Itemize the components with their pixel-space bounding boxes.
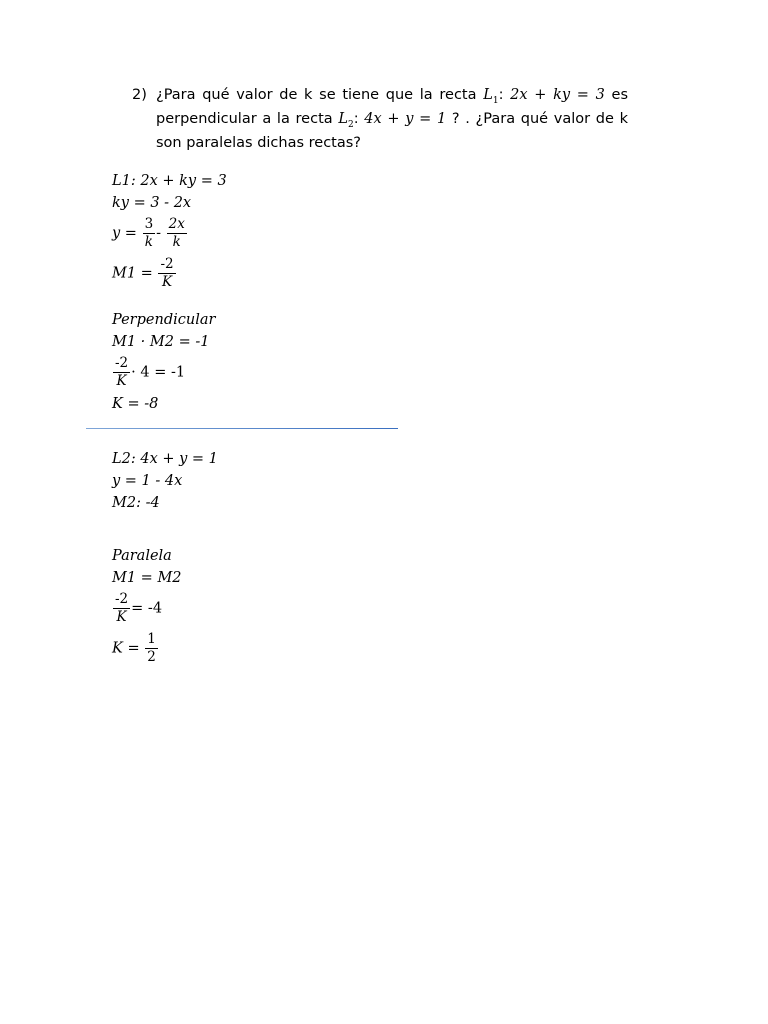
line-l1-var: L — [483, 87, 493, 103]
equation-y-lhs: y = — [112, 225, 137, 242]
equation-m1 — [112, 256, 177, 291]
equation-paralela-rest: = -4 — [131, 600, 163, 617]
paralela-label: Paralela — [112, 548, 172, 564]
fraction-2x-over-k: $\frac{2x}{k}$ — [168, 216, 185, 250]
fraction-one-half: $\frac{1}{2}$ — [147, 631, 156, 665]
fraction-neg2-over-k: $\frac{-2}{K}$ — [115, 355, 129, 389]
perpendicular-label: Perpendicular — [112, 312, 216, 328]
line-l2-sub: 2 — [347, 119, 354, 130]
minus-sign: - — [156, 225, 162, 242]
equation-perpendicular-rest: · 4 = -1 — [131, 364, 186, 381]
equation-ky: ky = 3 - 2x — [112, 195, 192, 211]
question-text-part-1: ¿Para qué valor de k se tiene que la recta — [156, 87, 484, 103]
line-l2-equation: 4x + y = 1 — [364, 110, 447, 127]
fraction-neg2-over-k-paralela: $\frac{-2}{K}$ — [115, 591, 129, 625]
fraction-m1: $\frac{-2}{K}$ — [160, 256, 174, 290]
divider-line — [86, 428, 398, 429]
equation-paralela-fraction — [112, 591, 162, 626]
line-l1-sub: 1 — [492, 95, 499, 106]
result-k-paralela — [112, 631, 159, 666]
equation-m1-m2-product: M1 · M2 = -1 — [112, 334, 210, 350]
equation-l1: L1: 2x + ky = 3 — [112, 173, 227, 189]
equation-perpendicular-fraction — [112, 355, 185, 390]
equation-m1-equals-m2: M1 = M2 — [112, 570, 182, 586]
result-k-perpendicular: K = -8 — [112, 396, 159, 412]
line-l2-var: L — [338, 110, 348, 127]
line-l1-equation: 2x + ky = 3 — [510, 87, 605, 103]
fraction-3-over-k: $\frac{3}{k}$ — [144, 216, 154, 250]
equation-m2: M2: -4 — [112, 495, 160, 511]
question-paragraph — [132, 86, 628, 152]
question-text-part-3: ? . ¿Para qué valor de k son paralelas dichas rectas? — [156, 110, 629, 151]
question-number: 2) — [132, 87, 147, 103]
question-text: ¿Para qué valor de k se tiene que la recta $L_1$: 2x + ky = 3 es perpendicular a la recta $L_2$: 4x + y = 1 ? . ¿Para qué valor de k son paralelas dichas rectas? — [156, 87, 629, 151]
equation-m1-lhs: M1 = — [112, 265, 153, 282]
equation-y-fraction — [112, 216, 188, 251]
question-text-part-2: es perpendicular a la recta — [156, 87, 629, 127]
equation-l2: L2: 4x + y = 1 — [112, 451, 218, 467]
result-k-lhs: K = — [112, 640, 140, 657]
equation-y-solved: y = 1 - 4x — [112, 473, 183, 489]
